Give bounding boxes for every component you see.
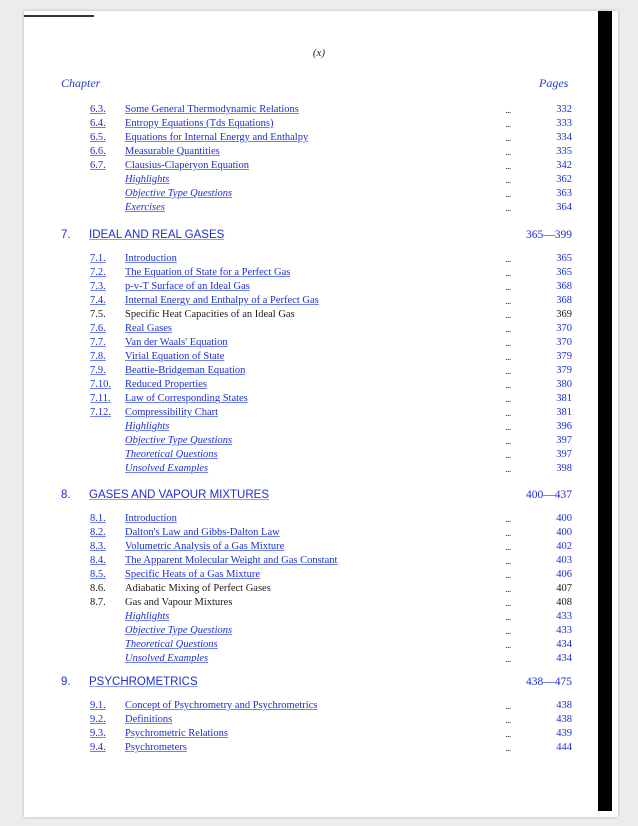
toc-entry[interactable]: 7.8. Virial Equation of State ... 379 — [90, 351, 572, 362]
toc-entry[interactable]: 7.5. Specific Heat Capacities of an Ideal Gas ... 369 — [90, 309, 572, 320]
toc-extra-entry[interactable]: Theoretical Questions ... 434 — [125, 639, 572, 650]
toc-extra-entry[interactable]: Highlights ... 362 — [125, 174, 572, 185]
toc-entry[interactable]: 8.3. Volumetric Analysis of a Gas Mixture ... 402 — [90, 541, 572, 552]
toc-entry[interactable]: 7.2. The Equation of State for a Perfect Gas ... 365 — [90, 267, 572, 278]
toc-entry[interactable]: 8.6. Adiabatic Mixing of Perfect Gases ... 407 — [90, 583, 572, 594]
chapter-column-header: Chapter — [61, 76, 101, 90]
toc-extra-entry[interactable]: Theoretical Questions ... 397 — [125, 449, 572, 460]
toc-entry[interactable]: 6.6. Measurable Quantities ... 335 — [90, 146, 572, 157]
pages-column-header: Pages — [539, 76, 569, 90]
toc-entry[interactable]: 8.2. Dalton's Law and Gibbs-Dalton Law ... 400 — [90, 527, 572, 538]
toc-entry[interactable]: 8.7. Gas and Vapour Mixtures ... 408 — [90, 597, 572, 608]
chapter-heading[interactable]: 8. GASES AND VAPOUR MIXTURES 400—437 — [61, 489, 572, 501]
top-rule — [24, 15, 94, 17]
toc-entry[interactable]: 9.1. Concept of Psychrometry and Psychrometrics ... 438 — [90, 700, 572, 711]
toc-extra-entry[interactable]: Unsolved Examples ... 398 — [125, 463, 572, 474]
toc-entry[interactable]: 7.7. Van der Waals' Equation ... 370 — [90, 337, 572, 348]
toc-entry[interactable]: 8.1. Introduction ... 400 — [90, 513, 572, 524]
toc-entry[interactable]: 7.11. Law of Corresponding States ... 381 — [90, 393, 572, 404]
chapter-heading[interactable]: 9. PSYCHROMETRICS 438—475 — [61, 676, 572, 688]
page-marker: (x) — [312, 47, 326, 59]
chapter-heading[interactable]: 7. IDEAL AND REAL GASES 365—399 — [61, 229, 572, 241]
toc-entry[interactable]: 6.5. Equations for Internal Energy and Enthalpy ... 334 — [90, 132, 572, 143]
toc-entry[interactable]: 8.4. The Apparent Molecular Weight and Gas Constant ... 403 — [90, 555, 572, 566]
toc-entry[interactable]: 7.6. Real Gases ... 370 — [90, 323, 572, 334]
toc-entry[interactable]: 7.1. Introduction ... 365 — [90, 253, 572, 264]
scan-edge-bar — [598, 11, 612, 811]
toc-entry[interactable]: 8.5. Specific Heats of a Gas Mixture ... 406 — [90, 569, 572, 580]
document-page — [24, 11, 618, 817]
toc-extra-entry[interactable]: Unsolved Examples ... 434 — [125, 653, 572, 664]
toc-entry[interactable]: 7.3. p-v-T Surface of an Ideal Gas ... 368 — [90, 281, 572, 292]
toc-entry[interactable]: 7.10. Reduced Properties ... 380 — [90, 379, 572, 390]
toc-extra-entry[interactable]: Exercises ... 364 — [125, 202, 572, 213]
toc-entry[interactable]: 7.12. Compressibility Chart ... 381 — [90, 407, 572, 418]
toc-entry[interactable]: 6.4. Entropy Equations (Tds Equations) ... 333 — [90, 118, 572, 129]
toc-entry[interactable]: 9.4. Psychrometers ... 444 — [90, 742, 572, 753]
toc-entry[interactable]: 9.3. Psychrometric Relations ... 439 — [90, 728, 572, 739]
toc-extra-entry[interactable]: Objective Type Questions ... 433 — [125, 625, 572, 636]
toc-entry[interactable]: 7.4. Internal Energy and Enthalpy of a Perfect Gas ... 368 — [90, 295, 572, 306]
toc-extra-entry[interactable]: Objective Type Questions ... 363 — [125, 188, 572, 199]
toc-entry[interactable]: 9.2. Definitions ... 438 — [90, 714, 572, 725]
toc-entry[interactable]: 6.3. Some General Thermodynamic Relations ... 332 — [90, 104, 572, 115]
toc-extra-entry[interactable]: Highlights ... 396 — [125, 421, 572, 432]
toc-entry[interactable]: 6.7. Clausius-Claperyon Equation ... 342 — [90, 160, 572, 171]
toc-entry[interactable]: 7.9. Beattie-Bridgeman Equation ... 379 — [90, 365, 572, 376]
toc-extra-entry[interactable]: Objective Type Questions ... 397 — [125, 435, 572, 446]
toc-extra-entry[interactable]: Highlights ... 433 — [125, 611, 572, 622]
